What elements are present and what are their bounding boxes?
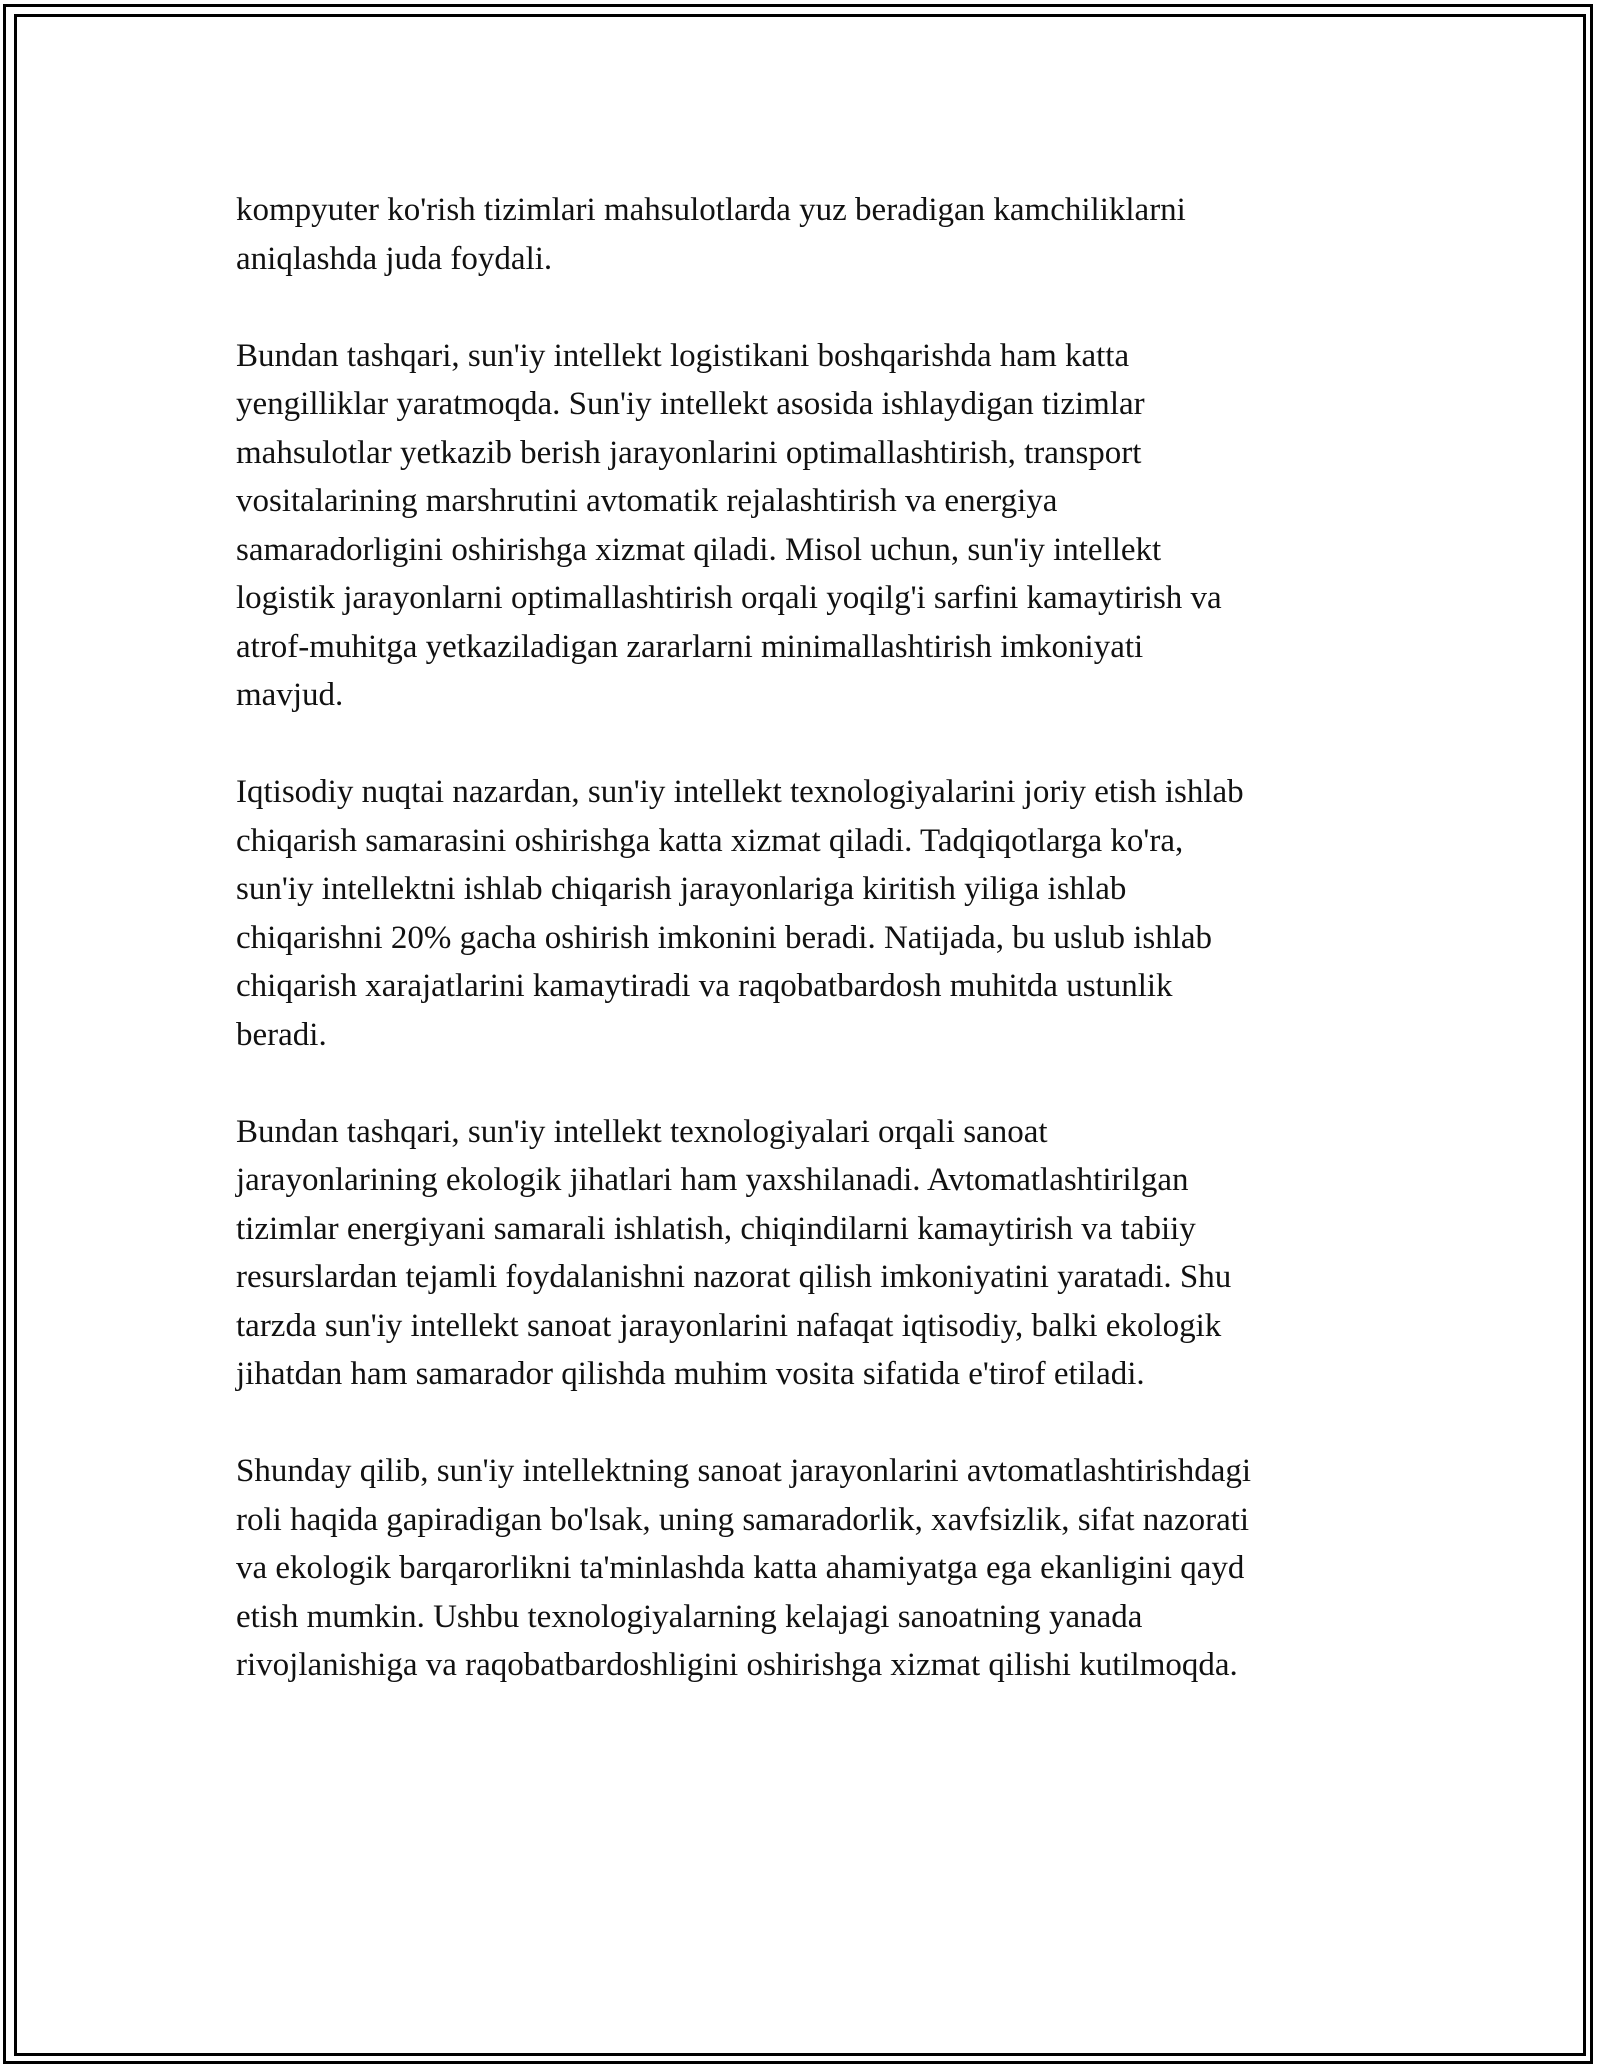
text-line: chiqarishni 20% gacha oshirish imkonini beradi. Natijada, bu uslub ishlab [236,919,1213,956]
text-line: tizimlar energiyani samarali ishlatish, chiqindilarni kamaytirish va tabiiy [236,1210,1196,1247]
text-line: yengilliklar yaratmoqda. Sun'iy intellekt asosida ishlaydigan tizimlar [236,386,1145,422]
paragraph-5 [236,1447,1386,1690]
text-line: va ekologik barqarorlikni ta'minlashda katta ahamiyatga ega ekanligini qayd [236,1550,1245,1586]
text-line: Bundan tashqari, sun'iy intellekt texnologiyalari orqali sanoat [236,1113,1048,1150]
text-line: sun'iy intellektni ishlab chiqarish jarayonlariga kiritish yiliga ishlab [236,871,1127,907]
text-line: rivojlanishiga va raqobatbardoshligini oshirishga xizmat qilishi kutilmoqda. [236,1647,1238,1683]
text-line: tarzda sun'iy intellekt sanoat jarayonlarini nafaqat iqtisodiy, balki ekologik [236,1307,1222,1344]
paragraph-3 [236,768,1386,1059]
text-line: roli haqida gapiradigan bo'lsak, uning samaradorlik, xavfsizlik, sifat nazorati [236,1501,1250,1538]
text-line: atrof-muhitga yetkaziladigan zararlarni minimallashtirish imkoniyati [236,628,1144,665]
document-body [236,186,1386,1738]
text-line: logistik jarayonlarni optimallashtirish orqali yoqilg'i sarfini kamaytirish va [236,580,1222,616]
text-line: kompyuter ko'rish tizimlari mahsulotlarda yuz beradigan kamchiliklarni [236,192,1186,228]
text-line: mahsulotlar yetkazib berish jarayonlarini optimallashtirish, transport [236,434,1142,471]
paragraph-4 [236,1108,1386,1399]
text-line: resurslardan tejamli foydalanishni nazorat qilish imkoniyatini yaratadi. Shu [236,1259,1232,1295]
text-line: Iqtisodiy nuqtai nazardan, sun'iy intellekt texnologiyalarini joriy etish ishlab [236,774,1244,810]
paragraph-2 [236,332,1386,720]
text-line: aniqlashda juda foydali. [236,240,553,277]
text-line: jarayonlarining ekologik jihatlari ham yaxshilanadi. Avtomatlashtirilgan [236,1162,1189,1198]
text-line: mavjud. [236,677,344,713]
text-line: Shunday qilib, sun'iy intellektning sanoat jarayonlarini avtomatlashtirishdagi [236,1453,1252,1489]
paragraph-1 [236,186,1386,283]
text-line: jihatdan ham samarador qilishda muhim vosita sifatida e'tirof etiladi. [236,1356,1145,1392]
text-line: beradi. [236,1016,327,1053]
text-line: chiqarish samarasini oshirishga katta xizmat qiladi. Tadqiqotlarga ko'ra, [236,822,1184,859]
text-line: samaradorligini oshirishga xizmat qiladi. Misol uchun, sun'iy intellekt [236,531,1162,568]
text-line: chiqarish xarajatlarini kamaytiradi va raqobatbardosh muhitda ustunlik [236,968,1173,1004]
text-line: vositalarining marshrutini avtomatik rejalashtirish va energiya [236,483,1058,519]
text-line: Bundan tashqari, sun'iy intellekt logistikani boshqarishda ham katta [236,337,1130,374]
text-line: etish mumkin. Ushbu texnologiyalarning kelajagi sanoatning yanada [236,1598,1143,1635]
